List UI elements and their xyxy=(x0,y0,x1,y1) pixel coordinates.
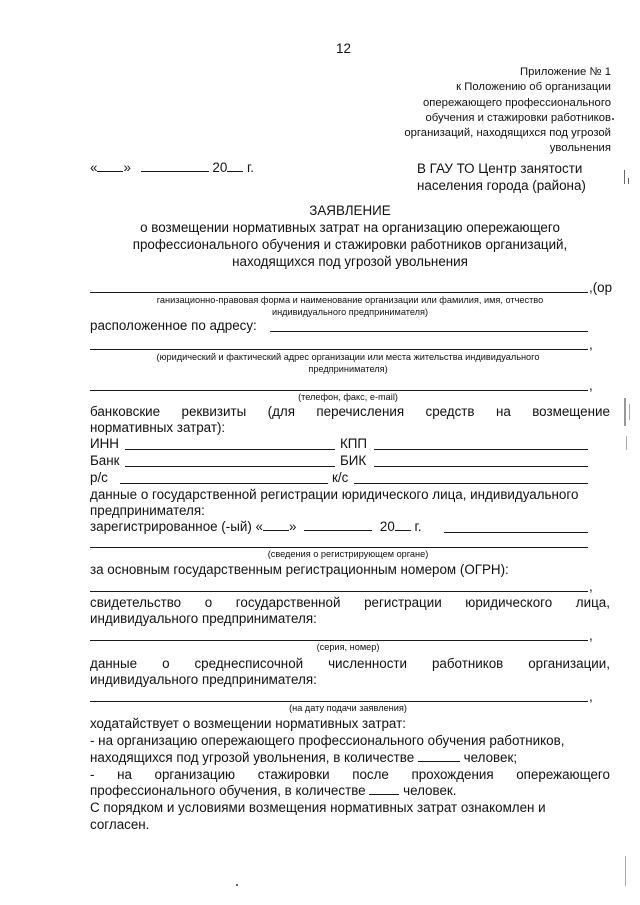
word: возмещение xyxy=(532,404,610,419)
date-line xyxy=(90,160,254,175)
kpp-label: КПП xyxy=(340,436,368,451)
registered-label: зарегистрированное (-ый) « xyxy=(90,519,263,534)
item2-unit: человек. xyxy=(403,783,457,798)
scan-artifact xyxy=(624,170,625,184)
word: о xyxy=(162,656,170,671)
date-close-quote: » xyxy=(123,160,131,175)
appendix-line: к Положению об организации xyxy=(456,81,611,94)
ogrn-trail-comma: , xyxy=(589,579,593,594)
certificate-trail-comma: , xyxy=(589,628,593,643)
word: средств xyxy=(425,404,475,419)
word: государственной xyxy=(235,595,341,610)
word: свидетельство xyxy=(90,595,182,610)
contacts-field-hint: (телефон, факс, e-mail) xyxy=(298,392,398,402)
scan-artifact xyxy=(628,178,629,184)
page-number: 12 xyxy=(336,41,351,56)
word: стажировки xyxy=(257,767,330,782)
word: работников xyxy=(431,656,504,671)
certificate-line2: индивидуального предпринимателя: xyxy=(90,611,317,626)
word: - xyxy=(90,767,95,782)
title-line: профессионального обучения и стажировки работников организаций, xyxy=(132,237,568,252)
word: численности xyxy=(328,656,408,671)
bank-label: Банк xyxy=(90,453,120,468)
registration-day-blank[interactable] xyxy=(263,519,289,531)
corr-account-label: к/с xyxy=(332,470,349,485)
date-open-quote: « xyxy=(90,160,98,175)
bank-details-heading xyxy=(90,404,610,419)
document-title: ЗАЯВЛЕНИЕ xyxy=(309,203,391,218)
word: прохождения xyxy=(411,767,494,782)
word: лица, xyxy=(575,595,610,610)
appendix-line: организаций, находящихся под угрозой xyxy=(404,127,611,140)
appendix-line: Приложение № 1 xyxy=(520,66,611,78)
ogrn-field[interactable] xyxy=(90,591,588,592)
hint-line: ганизационно-правовая форма и наименование организации или фамилия, имя, отчество xyxy=(156,295,544,305)
scan-artifact xyxy=(236,884,238,886)
date-day-blank[interactable] xyxy=(97,160,123,172)
request-item2-line2 xyxy=(90,783,456,798)
item1-count-label: находящихся под угрозой увольнения, в количестве xyxy=(90,750,415,765)
item2-count-label: профессионального обучения, в количестве xyxy=(90,783,366,798)
word: перечисления xyxy=(316,404,405,419)
word: среднесписочной xyxy=(194,656,304,671)
address-trail-comma: , xyxy=(589,337,593,352)
word: организацию xyxy=(154,767,236,782)
consent-line2: согласен. xyxy=(90,817,150,832)
hint-line: индивидуального предпринимателя) xyxy=(271,306,429,317)
certificate-hint: (серия, номер) xyxy=(316,642,380,652)
bank-details-heading-line2: нормативных затрат): xyxy=(90,420,226,435)
appendix-line: опережающего профессионального xyxy=(422,96,611,109)
request-item1: - на организацию опережающего профессионального обучения работников, xyxy=(90,733,565,748)
date-year-prefix: 20 xyxy=(212,160,228,175)
bank-field[interactable] xyxy=(125,466,335,467)
addressee xyxy=(417,160,586,194)
trainees-count-field[interactable] xyxy=(418,750,460,762)
address-field-hint xyxy=(90,352,606,375)
word: (для xyxy=(267,404,295,419)
word: опережающего xyxy=(516,767,610,782)
request-item1-line2 xyxy=(90,750,517,765)
date-year-suffix: г. xyxy=(247,160,254,175)
organization-field-hint xyxy=(90,295,610,318)
headcount-hint: (на дату подачи заявления) xyxy=(289,703,407,713)
title-line: находящихся под угрозой увольнения xyxy=(232,254,468,269)
scan-artifact xyxy=(612,118,614,120)
word: реквизиты xyxy=(181,404,247,419)
interns-count-field[interactable] xyxy=(369,783,399,795)
inn-label: ИНН xyxy=(90,436,119,451)
word: юридического xyxy=(465,595,553,610)
registration-date-line xyxy=(90,519,422,534)
contacts-field[interactable] xyxy=(90,390,588,391)
request-item2 xyxy=(90,767,610,782)
word: после xyxy=(352,767,389,782)
address-field[interactable] xyxy=(270,331,588,332)
title-block xyxy=(90,202,610,270)
consent-line: С порядком и условиями возмещения нормативных затрат ознакомлен и xyxy=(90,800,546,815)
appendix-line: обучения и стажировки работников xyxy=(425,111,611,124)
account-field[interactable] xyxy=(120,483,328,484)
registration-month-blank[interactable] xyxy=(304,519,372,531)
headcount-line2: индивидуального предпринимателя: xyxy=(90,672,317,687)
registration-close-quote: » xyxy=(288,519,297,534)
bik-label: БИК xyxy=(340,453,367,468)
certificate-line xyxy=(90,595,610,610)
title-line: о возмещении нормативных затрат на организацию опережающего xyxy=(140,220,560,235)
organization-field-trail: ,(ор xyxy=(589,280,613,295)
kpp-field[interactable] xyxy=(374,449,588,450)
registration-year-suffix: г. xyxy=(414,519,422,534)
account-label: р/с xyxy=(90,470,108,485)
request-line: ходатайствует о возмещении нормативных затрат: xyxy=(90,716,406,731)
item1-unit: человек; xyxy=(463,750,518,765)
headcount-line xyxy=(90,656,610,671)
date-year-blank[interactable] xyxy=(227,160,243,172)
scan-artifact xyxy=(626,436,627,450)
registration-line: данные о государственной регистрации юридического лица, индивидуального xyxy=(90,487,579,502)
address-label: расположенное по адресу: xyxy=(90,318,257,333)
registration-authority-field[interactable] xyxy=(444,532,588,533)
word: организации, xyxy=(528,656,610,671)
headcount-trail-comma: , xyxy=(589,689,593,704)
scan-artifact xyxy=(629,404,630,420)
registration-authority-hint: (сведения о регистрирующем органе) xyxy=(267,549,429,559)
bik-field[interactable] xyxy=(374,466,588,467)
address-field-line2[interactable] xyxy=(90,349,588,350)
word: на xyxy=(495,404,511,419)
inn-field[interactable] xyxy=(125,449,335,450)
registration-year-blank[interactable] xyxy=(395,519,411,531)
registration-year-prefix: 20 xyxy=(379,519,395,534)
date-month-blank[interactable] xyxy=(141,160,209,172)
hint-line: предпринимателя) xyxy=(308,363,388,374)
contacts-trail-comma: , xyxy=(589,378,593,393)
word: регистрации xyxy=(364,595,442,610)
word: на xyxy=(117,767,132,782)
scan-artifact xyxy=(625,856,626,886)
registration-authority-field-line2[interactable] xyxy=(90,547,588,548)
scan-artifact xyxy=(624,398,626,426)
certificate-field[interactable] xyxy=(90,640,588,641)
word: банковские xyxy=(90,404,161,419)
organization-field[interactable] xyxy=(90,292,588,293)
headcount-field[interactable] xyxy=(90,701,588,702)
appendix-block xyxy=(404,65,611,157)
ogrn-label: за основным государственным регистрационным номером (ОГРН): xyxy=(90,562,509,577)
appendix-line: увольнения xyxy=(549,142,611,155)
hint-line: (юридический и фактический адрес организации или места жительства индивидуального xyxy=(156,352,540,362)
addressee-line: населения города (района) xyxy=(417,178,586,193)
corr-account-field[interactable] xyxy=(354,483,588,484)
registration-line2: предпринимателя: xyxy=(90,503,205,518)
word: данные xyxy=(90,656,138,671)
addressee-line: В ГАУ ТО Центр занятости xyxy=(417,161,583,176)
word: о xyxy=(204,595,213,610)
